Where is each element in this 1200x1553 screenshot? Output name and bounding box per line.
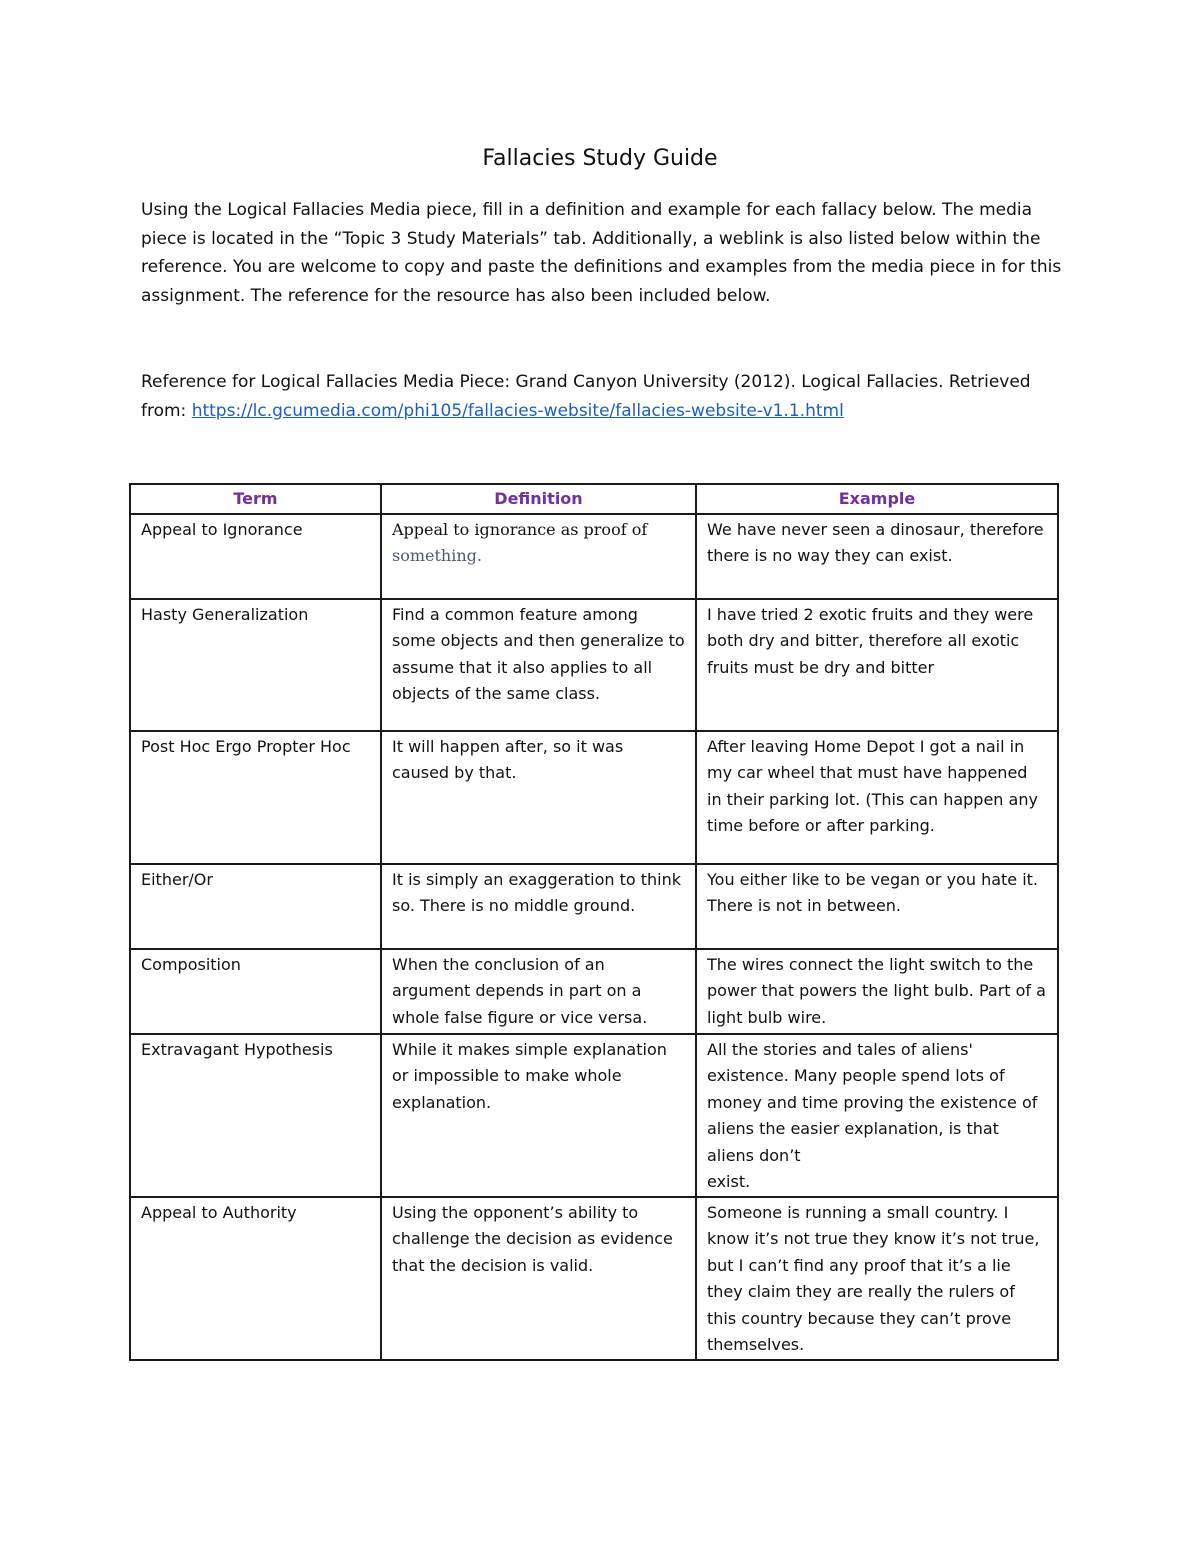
term-cell: Appeal to Ignorance: [130, 514, 381, 599]
reference-text: Reference for Logical Fallacies Media Piece: Grand Canyon University (2012). Logical Fallacies. Retrieved from:: [141, 372, 1031, 421]
table-row: [130, 514, 1058, 599]
table-row: [130, 599, 1058, 731]
fallacies-table: [129, 483, 1059, 1361]
example-cell: After leaving Home Depot I got a nail in my car wheel that must have happened in their parking lot. (This can happen any time before or after parking.: [696, 731, 1058, 864]
definition-line: something.: [392, 546, 482, 565]
example-cell: The wires connect the light switch to the power that powers the light bulb. Part of a light bulb wire.: [696, 949, 1058, 1034]
table-row: [130, 949, 1058, 1034]
table-header-row: [130, 484, 1058, 514]
header-term: Term: [130, 484, 381, 514]
term-cell: Extravagant Hypothesis: [130, 1034, 381, 1197]
term-cell: Appeal to Authority: [130, 1197, 381, 1360]
term-cell: Post Hoc Ergo Propter Hoc: [130, 731, 381, 864]
example-cell: You either like to be vegan or you hate it. There is not in between.: [696, 864, 1058, 949]
example-cell: I have tried 2 exotic fruits and they were both dry and bitter, therefore all exotic fruits must be dry and bitter: [696, 599, 1058, 731]
table-row: [130, 864, 1058, 949]
definition-cell: Using the opponent’s ability to challenge the decision as evidence that the decision is valid.: [381, 1197, 696, 1360]
header-example: Example: [696, 484, 1058, 514]
definition-cell: It will happen after, so it was caused by that.: [381, 731, 696, 864]
definition-cell: Find a common feature among some objects and then generalize to assume that it also applies to all objects of the same class.: [381, 599, 696, 731]
example-cell: Someone is running a small country. I know it’s not true they know it’s not true, but I can’t find any proof that it’s a lie they claim they are really the rulers of this country because they can’t prove themselves.: [696, 1197, 1058, 1360]
header-definition: Definition: [381, 484, 696, 514]
reference-paragraph: [141, 368, 1071, 425]
definition-line: Appeal to ignorance as proof of: [392, 519, 648, 539]
definition-cell: While it makes simple explanation or impossible to make whole explanation.: [381, 1034, 696, 1197]
definition-cell: [381, 514, 696, 599]
example-cell: We have never seen a dinosaur, therefore there is no way they can exist.: [696, 514, 1058, 599]
definition-cell: It is simply an exaggeration to think so. There is no middle ground.: [381, 864, 696, 949]
table-row: [130, 1197, 1058, 1360]
term-cell: Either/Or: [130, 864, 381, 949]
definition-cell: When the conclusion of an argument depends in part on a whole false figure or vice versa.: [381, 949, 696, 1034]
table-row: [130, 1034, 1058, 1197]
term-cell: Hasty Generalization: [130, 599, 381, 731]
table-row: [130, 731, 1058, 864]
instructions-paragraph: Using the Logical Fallacies Media piece, fill in a definition and example for each fallacy below. The media piece is located in the “Topic 3 Study Materials” tab. Additionally, a weblink is also listed below within the reference. You are welcome to copy and paste the definitions and examples from the media piece in for this assignment. The reference for the resource has also been included below.: [141, 200, 1062, 306]
example-line: exist.: [707, 1172, 751, 1191]
example-cell: [696, 1034, 1058, 1197]
term-cell: Composition: [130, 949, 381, 1034]
example-line: All the stories and tales of aliens' existence. Many people spend lots of money and time proving the existence of aliens the easier explanation, is that aliens don’t: [707, 1039, 1038, 1165]
reference-link[interactable]: https://lc.gcumedia.com/phi105/fallacies-website/fallacies-website-v1.1.html: [191, 400, 844, 421]
page-title: Fallacies Study Guide: [482, 146, 718, 171]
